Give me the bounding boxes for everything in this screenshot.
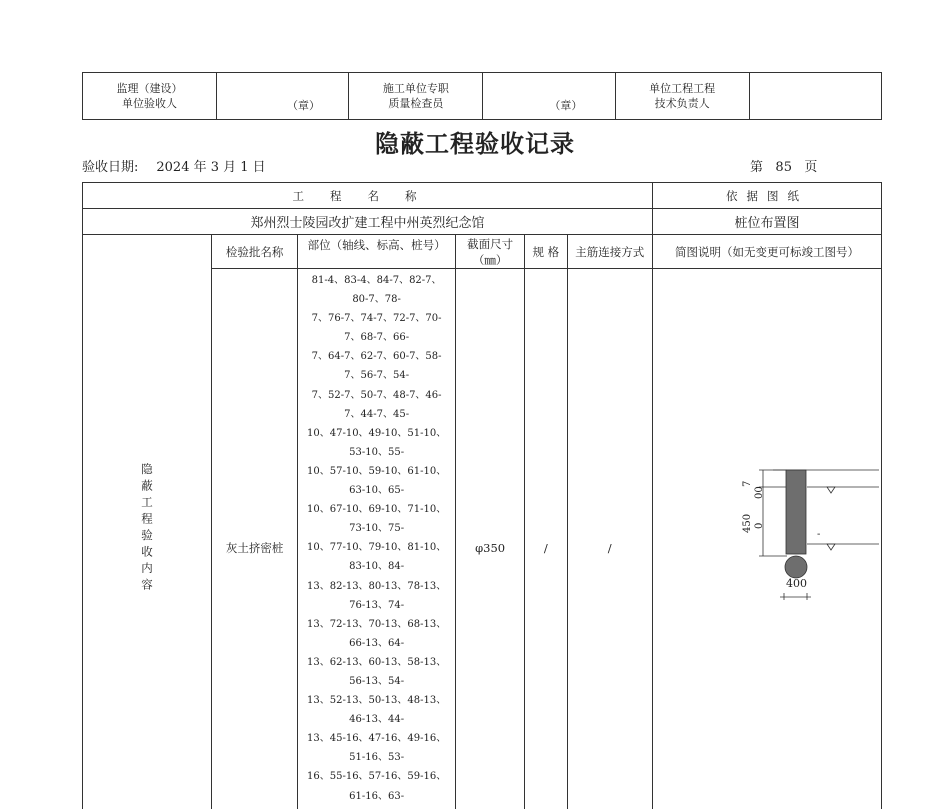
sketch-note-header: 简图说明（如无变更可标竣工图号） (652, 235, 881, 269)
technical-lead-label-cell (615, 73, 749, 120)
page-suffix: 页 (804, 160, 817, 175)
pile-body (786, 470, 806, 554)
quality-inspector-label-line2: 质量检查员 (349, 96, 482, 111)
acceptance-date (82, 156, 284, 175)
supervisor-label-line1: 监理（建设） (83, 81, 216, 96)
location-line: 10、77-10、79-10、81-10、83-10、84- (306, 538, 447, 576)
sketch-cell (652, 269, 881, 809)
technical-lead-signature-cell[interactable] (749, 73, 881, 120)
location-line: 13、62-13、60-13、58-13、56-13、54- (306, 653, 447, 691)
batch-name-header: 检验批名称 (212, 235, 298, 269)
page-number (750, 156, 817, 175)
quality-inspector-seal: （章） (549, 98, 582, 113)
location-header: 部位（轴线、标高、桩号） (298, 235, 456, 269)
quality-inspector-label-cell (349, 73, 483, 120)
document-title: 隐蔽工程验收记录 (0, 124, 950, 159)
quality-inspector-label-line1: 施工单位专职 (349, 81, 482, 96)
signature-table (82, 72, 882, 120)
location-line (306, 806, 447, 809)
dim-mid-b: 0 (754, 522, 765, 528)
section-size-value: φ350 (456, 269, 525, 809)
location-line: 81-4、83-4、84-7、82-7、80-7、78- (306, 271, 447, 309)
drawing-basis-value: 桩位布置图 (652, 209, 881, 235)
location-line: 7、52-7、50-7、48-7、46-7、44-7、45- (306, 386, 447, 424)
location-line: 10、57-10、59-10、61-10、63-10、65- (306, 462, 447, 500)
location-line: 7、64-7、62-7、60-7、58-7、56-7、54- (306, 347, 447, 385)
date-value: 2024 年 3 月 1 日 (156, 160, 265, 175)
location-line: 13、72-13、70-13、68-13、66-13、64- (306, 615, 447, 653)
location-line: 16、55-16、57-16、59-16、61-16、63- (306, 767, 447, 805)
dim-top-a: 7 (742, 480, 753, 486)
spec-header: 规 格 (525, 235, 567, 269)
pile-sketch (653, 417, 881, 679)
location-line: 13、52-13、50-13、48-13、46-13、44- (306, 691, 447, 729)
location-line: 13、45-16、47-16、49-16、51-16、53- (306, 729, 447, 767)
page-prefix: 第 (750, 160, 763, 175)
drawing-basis-header-text: 依据图纸 (726, 189, 808, 203)
location-line: 13、82-13、80-13、78-13、76-13、74- (306, 577, 447, 615)
pile-section (785, 556, 807, 578)
dim-top-b: 00 (754, 486, 765, 499)
acceptance-table (82, 182, 882, 809)
location-line: 7、76-7、74-7、72-7、70-7、68-7、66- (306, 309, 447, 347)
dim-mid-a: 450 (742, 514, 753, 533)
sketch-dash: - (817, 529, 820, 540)
drawing-basis-header (652, 183, 881, 209)
supervisor-seal: （章） (287, 98, 320, 113)
location-line: 10、47-10、49-10、51-10、53-10、55- (306, 424, 447, 462)
date-label: 验收日期: (82, 160, 138, 175)
location-list (298, 269, 456, 809)
supervisor-label-line2: 单位验收人 (83, 96, 216, 111)
pile-diameter: 400 (786, 577, 807, 590)
rebar-connection-header: 主筋连接方式 (567, 235, 652, 269)
location-line: 10、67-10、69-10、71-10、73-10、75- (306, 500, 447, 538)
spec-value: / (525, 269, 567, 809)
supervisor-label-cell (83, 73, 217, 120)
supervisor-signature-cell[interactable] (217, 73, 349, 120)
side-label: 隐蔽工程验收内容 (139, 463, 155, 595)
batch-name-value: 灰土挤密桩 (212, 269, 298, 809)
technical-lead-label-line2: 技术负责人 (616, 96, 749, 111)
rebar-connection-value: / (567, 269, 652, 809)
page-value: 85 (775, 160, 792, 175)
section-size-header: 截面尺寸（㎜） (456, 235, 525, 269)
side-label-cell (83, 235, 212, 809)
project-name-value: 郑州烈士陵园改扩建工程中州英烈纪念馆 (83, 209, 653, 235)
project-name-header (83, 183, 653, 209)
quality-inspector-signature-cell[interactable] (483, 73, 615, 120)
technical-lead-label-line1: 单位工程工程 (616, 81, 749, 96)
project-name-header-text: 工程名称 (292, 189, 442, 203)
